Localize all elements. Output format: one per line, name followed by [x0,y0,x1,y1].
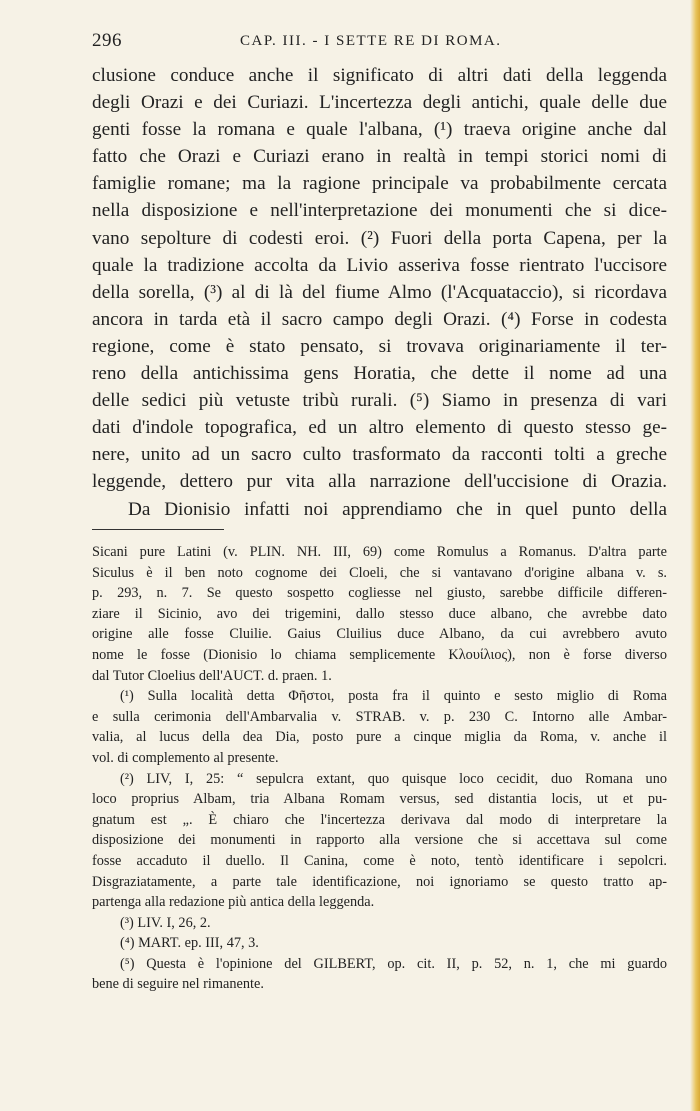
text-line: dati d'indole topografica, ed un altro elemento di questo stesso ge- [92,417,667,439]
text-line: della sorella, (³) al di là del fiume Almo (l'Acquataccio), si ricordava [92,281,667,303]
footnote-line: (¹) Sulla località detta Φῆστοι, posta fra il quinto e sesto miglio di Roma [120,688,667,705]
footnote-rule [92,529,224,530]
text-line: Da Dionisio infatti noi apprendiamo che in quel punto della [128,498,667,520]
footnote-line: (⁴) MART. ep. III, 47, 3. [120,935,259,952]
footnote-line: e sulla cerimonia dell'Ambarvalia v. STRAB. v. p. 230 C. Intorno alle Ambar- [92,708,667,725]
footnote-line: (⁵) Questa è l'opinione del GILBERT, op. cit. II, p. 52, n. 1, che mi guardo [120,955,667,972]
text-line: nella disposizione e nell'interpretazione dei monumenti che si dice- [92,200,667,222]
text-line: famiglie romane; ma la ragione principale va probabilmente cercata [92,173,667,195]
footnote-line: ziare il Sicinio, avo dei trigemini, dallo stesso duce albano, che avrebbe dato [92,605,667,622]
footnote-line: nome le fosse (Dionisio lo chiama semplicemente Κλουίλιος), non è forse diverso [92,646,667,663]
footnote-line: dal Tutor Cloelius dell'AUCT. d. praen. 1. [92,667,332,684]
text-line: quale la tradizione accolta da Livio asseriva fosse rientrato l'uccisore [92,254,667,276]
footnotes [92,542,667,995]
main-text [92,62,667,523]
footnote-line: p. 293, n. 7. Se questo sospetto cogliesse nel giusto, sarebbe difficile differen- [92,585,667,602]
footnote-line: loco proprius Albam, tria Albana Romam versus, sed distantia locis, ut et pu- [92,791,667,808]
footnote-line: Sicani pure Latini (v. PLIN. NH. III, 69) come Romulus a Romanus. D'altra parte [92,544,667,560]
text-line: leggende, dettero pur vita alla narrazione dell'uccisione di Orazia. [92,471,667,493]
text-line: genti fosse la romana e quale l'albana, (¹) traeva origine anche dal [92,119,667,141]
running-head: CAP. III. - I SETTE RE DI ROMA. [240,33,502,49]
text-line: fatto che Orazi e Curiazi erano in realtà in tempi storici nomi di [92,146,667,168]
footnote-line: gnatum est „. È chiaro che l'incertezza derivava dal modo di interpretare la [92,811,667,828]
text-line: nere, unito ad un sacro culto trasformato da racconti tolti a greche [92,444,667,466]
footnote-line: valia, al lucus della dea Dia, posto pure a cinque miglia da Roma, v. anche il [92,729,667,746]
footnote-line: partenga alla redazione più antica della leggenda. [92,894,375,911]
page-edge [690,0,700,1111]
footnote-line: vol. di complemento al presente. [92,749,279,766]
page-header [92,30,672,56]
page-number: 296 [92,30,122,51]
footnote-line: Siculus è il ben noto cognome dei Cloeli, che si vantavano d'origine albana v. s. [92,564,667,581]
text-line: degli Orazi e dei Curiazi. L'incertezza degli antichi, quale delle due [92,92,667,114]
footnote-line: bene di seguire nel rimanente. [92,976,264,993]
footnote-line: Disgraziatamente, a parte tale identificazione, noi ignoriamo se questo tratto ap- [92,873,667,890]
footnote-line: (²) LIV, I, 25: “ sepulcra extant, quo quisque loco cecidit, duo Romana uno [120,770,667,787]
footnote-line: disposizione dei monumenti in rapporto alla versione che si accettava sul come [92,832,667,849]
text-line: ancora in tarda età il sacro campo degli Orazi. (⁴) Forse in codesta [92,308,667,330]
text-line: clusione conduce anche il significato di altri dati della leggenda [92,65,667,86]
text-line: regione, come è stato pensato, si trovava originariamente il ter- [92,335,667,357]
text-line: vano sepolture di codesti eroi. (²) Fuori della porta Capena, per la [92,227,667,249]
text-line: reno della antichissima gens Horatia, che dette il nome ad una [92,363,667,385]
footnote-line: (³) LIV. I, 26, 2. [120,914,211,931]
footnote-line: fosse accaduto il duello. Il Canina, come è noto, tentò identificare i sepolcri. [92,852,667,869]
text-line: delle sedici più vetuste tribù rurali. (⁵) Siamo in presenza di vari [92,390,667,412]
footnote-line: origine alle fosse Cluilie. Gaius Cluilius duce Albano, da cui avrebbero avuto [92,626,667,643]
